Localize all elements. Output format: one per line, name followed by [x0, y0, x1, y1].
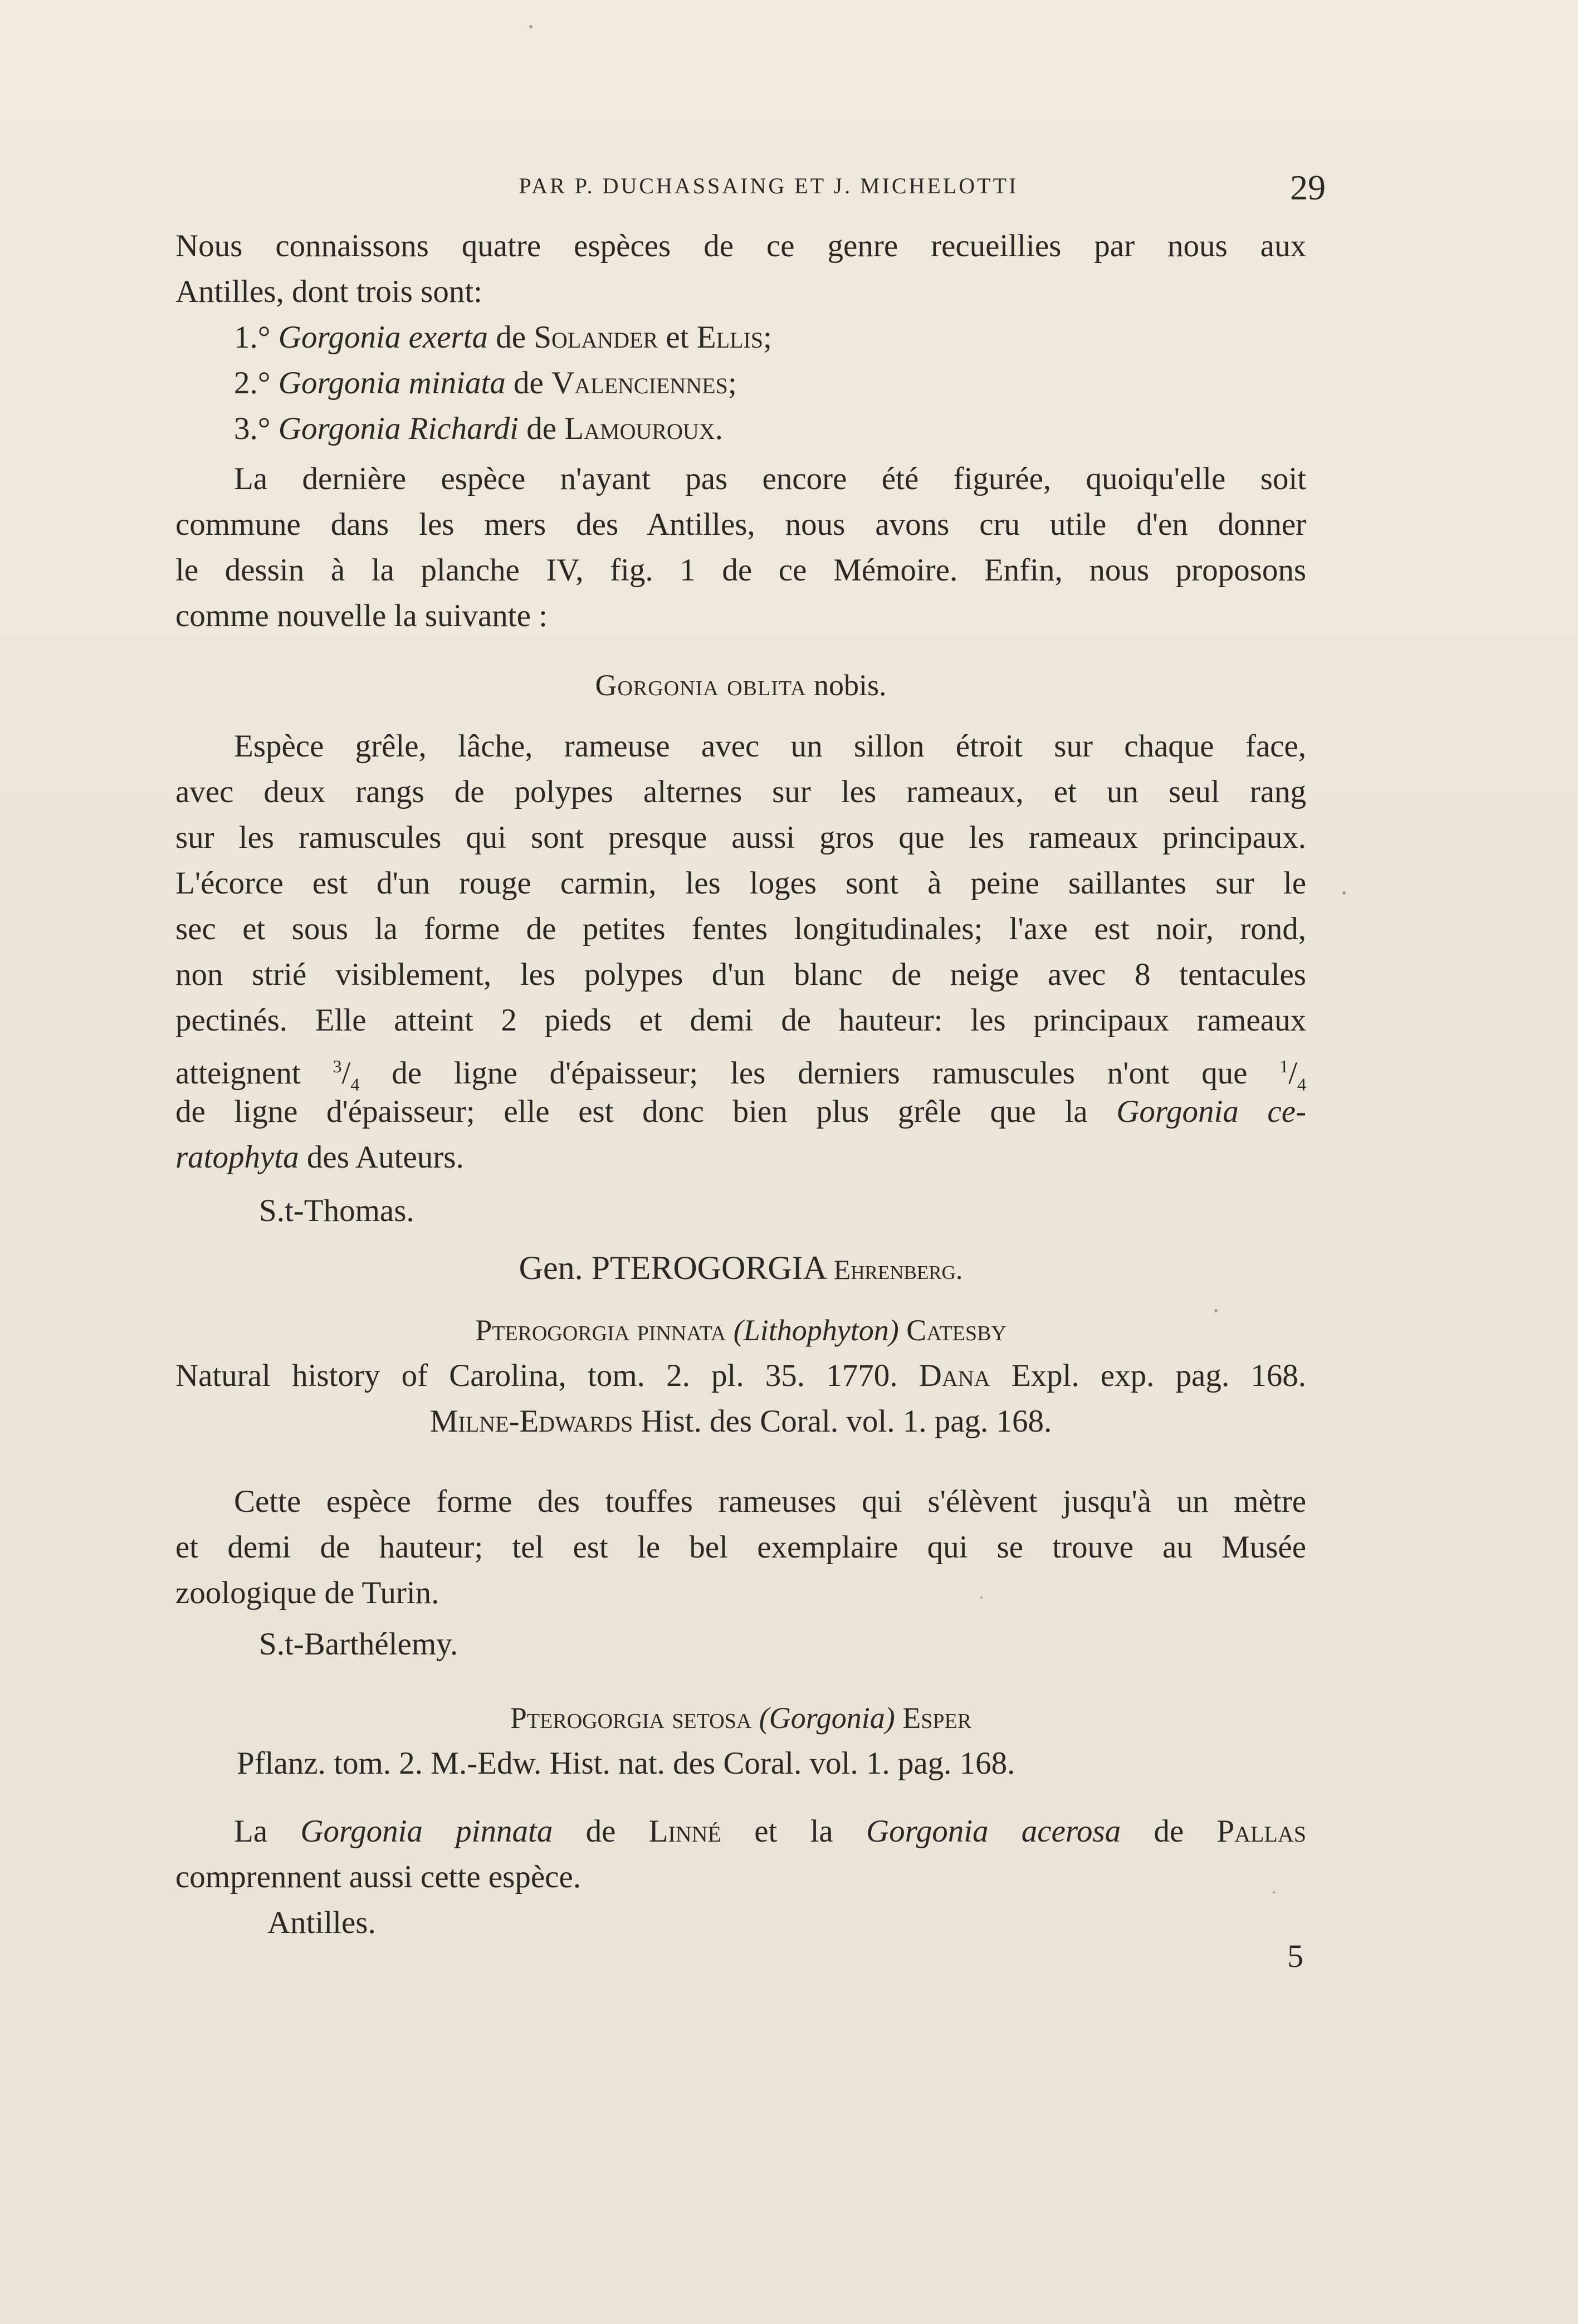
- paper-speck: [1214, 1309, 1218, 1312]
- para2-line-9: de ligne d'épaisseur; elle est donc bien plus grêle que la Gorgonia ce-: [175, 1094, 1306, 1129]
- genus-heading: Gen. PTEROGORGIA Ehrenberg.: [519, 1249, 963, 1286]
- setosa-reference: Pflanz. tom. 2. M.-Edw. Hist. nat. des Coral. vol. 1. pag. 168.: [237, 1746, 1015, 1781]
- para1-line-3: le dessin à la planche IV, fig. 1 de ce Mémoire. Enfin, nous proposons: [175, 553, 1306, 588]
- species-heading-oblita: Gorgonia oblita nobis.: [595, 668, 887, 702]
- paper-speck: [1273, 1891, 1275, 1893]
- para1-line-1: La dernière espèce n'ayant pas encore été figurée, quoiqu'elle soit: [234, 461, 1306, 496]
- intro-line-1: Nous connaissons quatre espèces de ce genre recueillies par nous aux: [175, 228, 1306, 263]
- para2-line-5: sec et sous la forme de petites fentes longitudinales; l'axe est noir, rond,: [175, 911, 1306, 946]
- paper-speck: [529, 25, 532, 28]
- paper-speck: [980, 1596, 983, 1599]
- locality-antilles: Antilles.: [267, 1905, 376, 1940]
- list-item-2: 2.° Gorgonia miniata de Valenciennes;: [234, 365, 737, 401]
- species-heading-pinnata: Pterogorgia pinnata (Lithophyton) Catesby: [475, 1314, 1007, 1347]
- para2-line-7: pectinés. Elle atteint 2 pieds et demi de hauteur: les principaux rameaux: [175, 1003, 1306, 1038]
- paper-speck: [1342, 891, 1346, 895]
- para2-line-8: atteignent $^3/_4$ de ligne d'épaisseur; les derniers ramuscules n'ont que $^1/_4$: [175, 1056, 1307, 1095]
- list-item-3: 3.° Gorgonia Richardi de Lamouroux.: [234, 411, 723, 446]
- para3-line-1: Cette espèce forme des touffes rameuses qui s'élèvent jusqu'à un mètre: [234, 1484, 1306, 1519]
- para3-line-2: et demi de hauteur; tel est le bel exemplaire qui se trouve au Musée: [175, 1530, 1306, 1565]
- list-item-1: 1.° Gorgonia exerta de Solander et Ellis;: [234, 320, 772, 355]
- running-head: PAR P. DUCHASSAING ET J. MICHELOTTI: [519, 173, 1019, 198]
- page-number: 29: [1290, 168, 1326, 207]
- fraction-one-quarter: $^1/_4$: [1279, 1056, 1307, 1095]
- para2-line-6: non strié visiblement, les polypes d'un blanc de neige avec 8 tentacules: [175, 957, 1306, 992]
- pinnata-reference-2: Milne-Edwards Hist. des Coral. vol. 1. pag. 168.: [429, 1404, 1052, 1439]
- intro-line-2: Antilles, dont trois sont:: [175, 274, 483, 309]
- para2-line-10: ratophyta des Auteurs.: [175, 1140, 464, 1175]
- pinnata-reference-1: Natural history of Carolina, tom. 2. pl. 35. 1770. Dana Expl. exp. pag. 168.: [175, 1358, 1307, 1393]
- para1-line-2: commune dans les mers des Antilles, nous avons cru utile d'en donner: [175, 507, 1306, 542]
- para1-line-4: comme nouvelle la suivante :: [175, 598, 548, 633]
- para2-line-1: Espèce grêle, lâche, rameuse avec un sillon étroit sur chaque face,: [234, 729, 1306, 764]
- para2-line-4: L'écorce est d'un rouge carmin, les loges sont à peine saillantes sur le: [175, 866, 1306, 901]
- signature-mark: 5: [1287, 1938, 1303, 1974]
- fraction-three-quarters: $^3/_4$: [333, 1056, 360, 1095]
- locality-st-barthelemy: S.t-Barthélemy.: [259, 1627, 458, 1662]
- para3-line-3: zoologique de Turin.: [175, 1575, 439, 1610]
- para4-line-2: comprennent aussi cette espèce.: [175, 1859, 582, 1895]
- locality-st-thomas: S.t-Thomas.: [259, 1193, 414, 1228]
- species-heading-setosa: Pterogorgia setosa (Gorgonia) Esper: [510, 1701, 972, 1735]
- para4-line-1: La Gorgonia pinnata de Linné et la Gorgonia acerosa de Pallas: [234, 1814, 1306, 1849]
- para2-line-3: sur les ramuscules qui sont presque aussi gros que les rameaux principaux.: [175, 820, 1306, 855]
- para2-line-2: avec deux rangs de polypes alternes sur les rameaux, et un seul rang: [175, 774, 1306, 809]
